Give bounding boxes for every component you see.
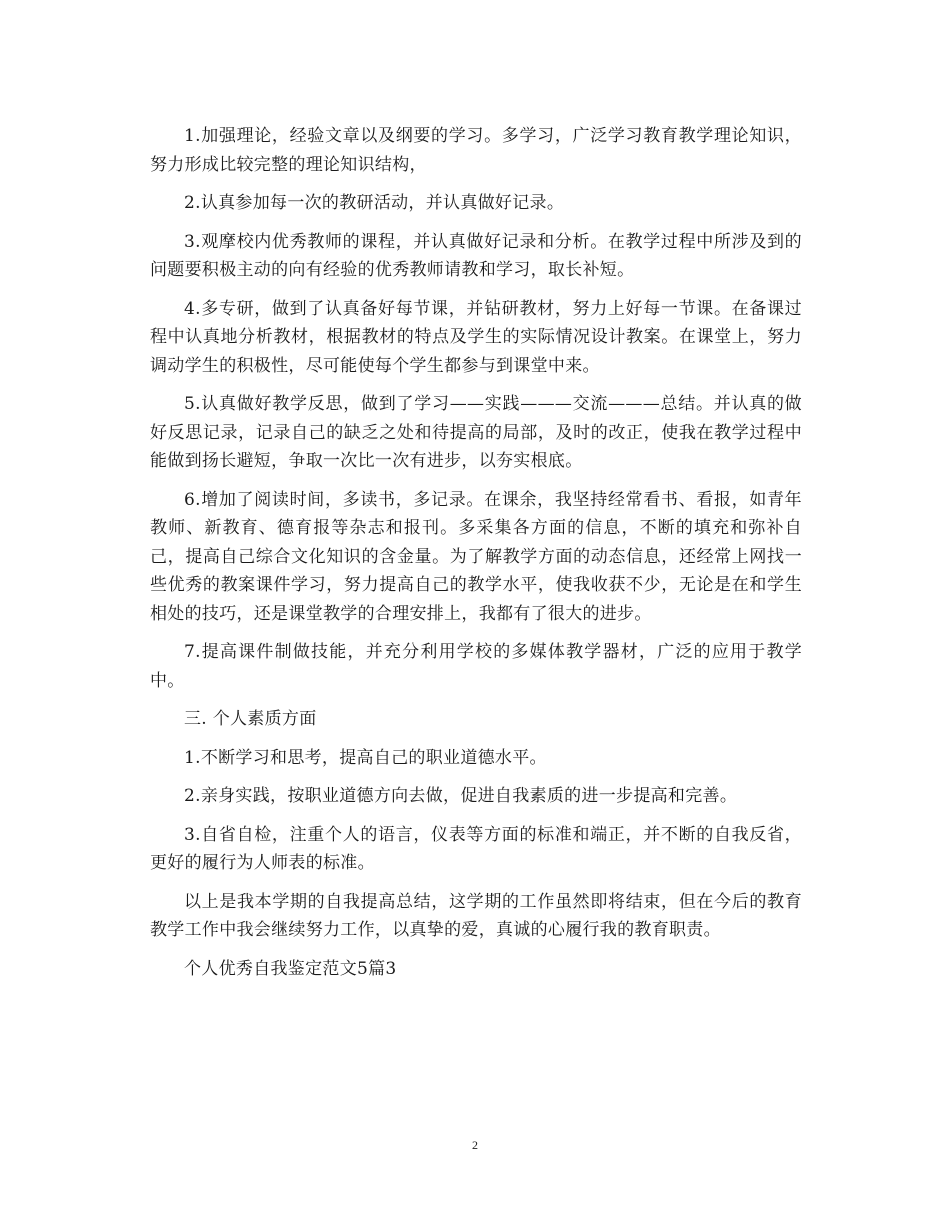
paragraph-item-2: 2.认真参加每一次的教研活动，并认真做好记录。: [184, 193, 565, 213]
summary-paragraph: 以上是我本学期的自我提高总结，这学期的工作虽然即将结束，但在今后的教育教学工作中我会继续努力工作，以真挚的爱，真诚的心履行我的教育职责。: [150, 891, 802, 940]
paragraph-item-7: 7.提高课件制做技能，并充分利用学校的多媒体教学器材，广泛的应用于教学中。: [150, 642, 802, 691]
next-article-title: 个人优秀自我鉴定范文5篇3: [184, 958, 397, 979]
section-heading: 三. 个人素质方面: [184, 709, 317, 729]
page-number: 2: [472, 1138, 478, 1152]
quality-item-1: 1.不断学习和思考，提高自己的职业道德水平。: [184, 747, 547, 768]
paragraph-item-3: 3.观摩校内优秀教师的课程，并认真做好记录和分析。在教学过程中所涉及到的问题要积极主动的向有经验的优秀教师请教和学习，取长补短。: [150, 231, 802, 280]
paragraph-item-5: 5.认真做好教学反思，做到了学习——实践———交流———总结。并认真的做好反思记录，记录自己的缺乏之处和待提高的局部，及时的改正，使我在教学过程中能做到扬长避短，争取一次比一次有进步，以夯实根底。: [150, 394, 802, 471]
paragraph-item-6: 6.增加了阅读时间，多读书，多记录。在课余，我坚持经常看书、看报，如青年教师、新教育、德育报等杂志和报刊。多采集各方面的信息，不断的填充和弥补自己，提高自己综合文化知识的含金量。为了解教学方面的动态信息，还经常上网找一些优秀的教案课件学习，努力提高自己的教学水平，使我收获不少，无论是在和学生相处的技巧，还是课堂教学的合理安排上，我都有了很大的进步。: [150, 489, 802, 624]
quality-item-2: 2.亲身实践，按职业道德方向去做，促进自我素质的进一步提高和完善。: [184, 786, 738, 806]
paragraph-item-4: 4.多专研，做到了认真备好每节课，并钻研教材，努力上好每一节课。在备课过程中认真地分析教材，根据教材的特点及学生的实际情况设计教案。在课堂上，努力调动学生的积极性，尽可能使每个学生都参与到课堂中来。: [150, 298, 802, 376]
paragraph-item-1: 1.加强理论，经验文章以及纲要的学习。多学习，广泛学习教育教学理论知识，努力形成比较完整的理论知识结构，: [150, 126, 802, 175]
quality-item-3: 3.自省自检，注重个人的语言，仪表等方面的标准和端正，并不断的自我反省，更好的履行为人师表的标准。: [150, 824, 802, 873]
document-body: [150, 122, 802, 993]
